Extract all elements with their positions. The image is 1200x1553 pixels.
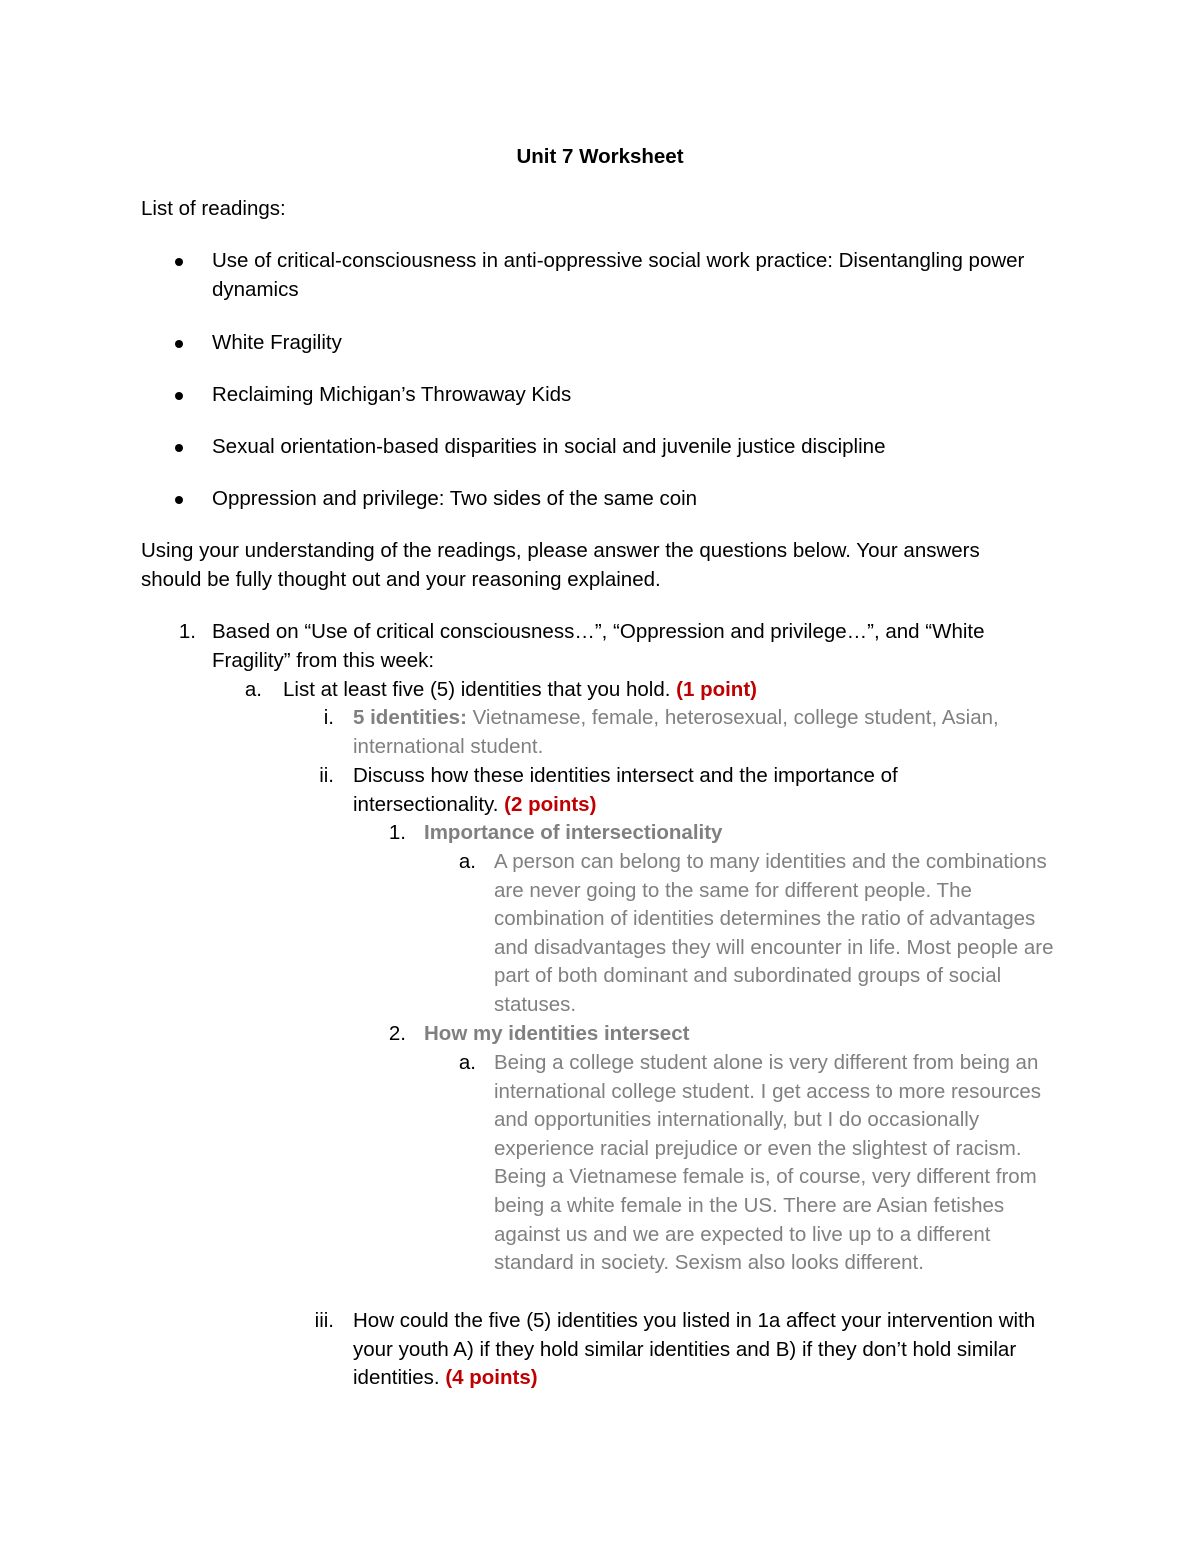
sub-item-heading: Importance of intersectionality: [424, 821, 723, 844]
sub-item-number: 1.: [388, 821, 406, 844]
bullet-icon: [175, 496, 183, 504]
item-numeral: i.: [323, 706, 334, 729]
bullet-icon: [175, 258, 183, 266]
reading-text: Reclaiming Michigan’s Throwaway Kids: [212, 383, 572, 406]
subquestion-prompt: List at least five (5) identities that you hold.: [283, 678, 671, 701]
reading-text: White Fragility: [212, 331, 342, 354]
points-badge: (1 point): [676, 678, 757, 701]
sub-item-number: 2.: [388, 1022, 406, 1045]
item-numeral: ii.: [319, 764, 334, 787]
answer-label: 5 identities:: [353, 706, 467, 729]
readings-label: List of readings:: [141, 197, 286, 220]
sub-item-heading: How my identities intersect: [424, 1022, 690, 1045]
reading-text: Oppression and privilege: Two sides of the same coin: [212, 487, 698, 510]
question-text: Based on “Use of critical consciousness…”, “Oppression and privilege…”, and “White Fragility” from this week:: [212, 620, 985, 672]
answer-text: Vietnamese, female, heterosexual, college student, Asian, international student.: [353, 706, 999, 758]
identities-answer: [353, 704, 1043, 761]
item-numeral: iii.: [314, 1309, 334, 1332]
instructions: Using your understanding of the readings, please answer the questions below. Your answers should be fully thought out and your reasoning explained.: [141, 539, 980, 591]
reading-text: Use of critical-consciousness in anti-oppressive social work practice: Disentangling power dynamics: [212, 249, 1025, 301]
subquestion-text: [283, 676, 1063, 705]
subquestion-letter: a.: [244, 678, 262, 701]
intersection-prompt: Discuss how these identities intersect and the importance of intersectionality.: [353, 764, 898, 816]
sub-item-letter: a.: [458, 850, 476, 873]
reading-text: Sexual orientation-based disparities in social and juvenile justice discipline: [212, 435, 886, 458]
points-badge: (4 points): [445, 1366, 538, 1390]
intervention-prompt: How could the five (5) identities you listed in 1a affect your intervention with your youth A) if they hold similar identities and B) if they don’t hold similar identities.: [353, 1309, 1036, 1390]
bullet-icon: [175, 392, 183, 400]
page-title: Unit 7 Worksheet: [516, 145, 684, 168]
identity-intersection-answer: Being a college student alone is very different from being an international college student. I get access to more resources and opportunities internationally, but I do occasionally experience racial prejudice or even the slightest of racism. Being a Vietnamese female is, of course, very different from being a white female in the US. There are Asian fetishes against us and we are expected to live up to a different standard in society. Sexism also looks different.: [494, 1051, 1041, 1275]
intervention-question: [353, 1307, 1053, 1393]
intersection-question: [353, 762, 973, 819]
bullet-icon: [175, 340, 183, 348]
sub-item-letter: a.: [458, 1051, 476, 1074]
bullet-icon: [175, 444, 183, 452]
intersectionality-answer: A person can belong to many identities and the combinations are never going to the same for different people. The combination of identities determines the ratio of advantages and disadvantages they will encounter in life. Most people are part of both dominant and subordinated groups of social statuses.: [494, 850, 1054, 1016]
question-number: 1.: [178, 620, 196, 643]
points-badge: (2 points): [504, 792, 597, 816]
